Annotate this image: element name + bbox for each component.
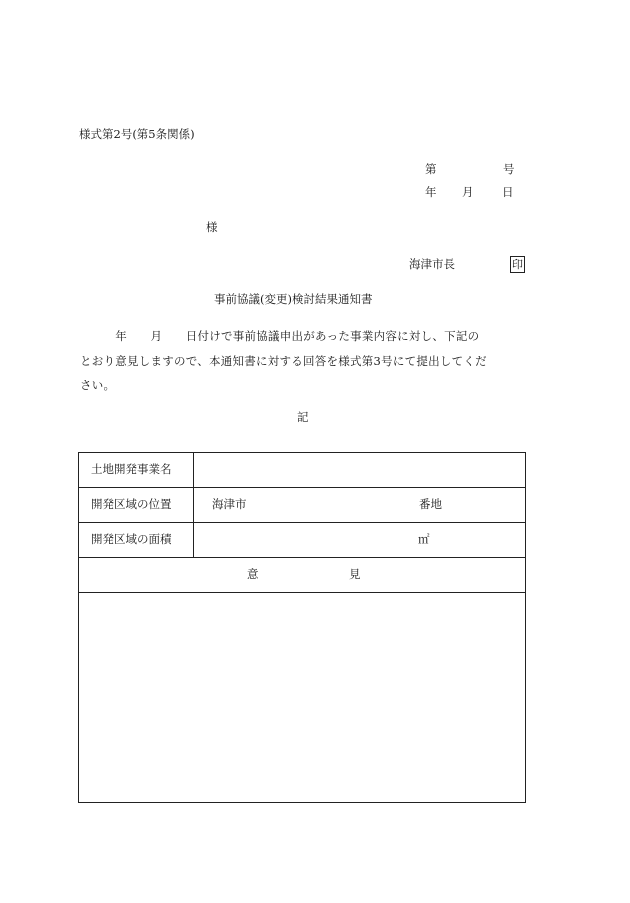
row-divider — [79, 522, 525, 523]
area-unit: ㎡ — [418, 532, 430, 546]
body-line: とおり意見しますので、本通知書に対する回答を様式第3号にて提出してくだ — [80, 353, 487, 368]
date-month: 月 — [462, 185, 474, 199]
body-paragraph — [80, 324, 530, 398]
project-name-value[interactable] — [201, 464, 511, 478]
opinion-body[interactable] — [85, 599, 515, 795]
opinion-header-char: 意 — [247, 567, 259, 581]
row-divider — [79, 592, 525, 593]
addressee-suffix: 様 — [206, 220, 218, 234]
seal-box: 印 — [512, 258, 523, 271]
location-label: 開発区域の位置 — [91, 497, 172, 511]
form-table — [78, 452, 526, 803]
body-line: 年 月 日付けで事前協議申出があった事業内容に対し、下記の — [80, 329, 480, 343]
location-city: 海津市 — [212, 497, 247, 511]
document-title: 事前協議(変更)検討結果通知書 — [214, 292, 373, 306]
form-label: 様式第2号(第5条関係) — [79, 127, 195, 141]
opinion-header-char: 見 — [349, 567, 361, 581]
project-name-label: 土地開発事業名 — [91, 462, 172, 476]
row-divider — [79, 487, 525, 488]
sender-name: 海津市長 — [409, 257, 455, 271]
number-suffix: 号 — [503, 162, 515, 176]
body-line: さい。 — [80, 378, 116, 392]
date-day: 日 — [502, 185, 514, 199]
area-label: 開発区域の面積 — [91, 532, 172, 546]
number-prefix: 第 — [425, 162, 437, 176]
column-divider — [193, 453, 194, 557]
ki-label: 記 — [297, 410, 309, 424]
row-divider — [79, 557, 525, 558]
location-banchi: 番地 — [419, 497, 442, 511]
date-year: 年 — [425, 185, 437, 199]
